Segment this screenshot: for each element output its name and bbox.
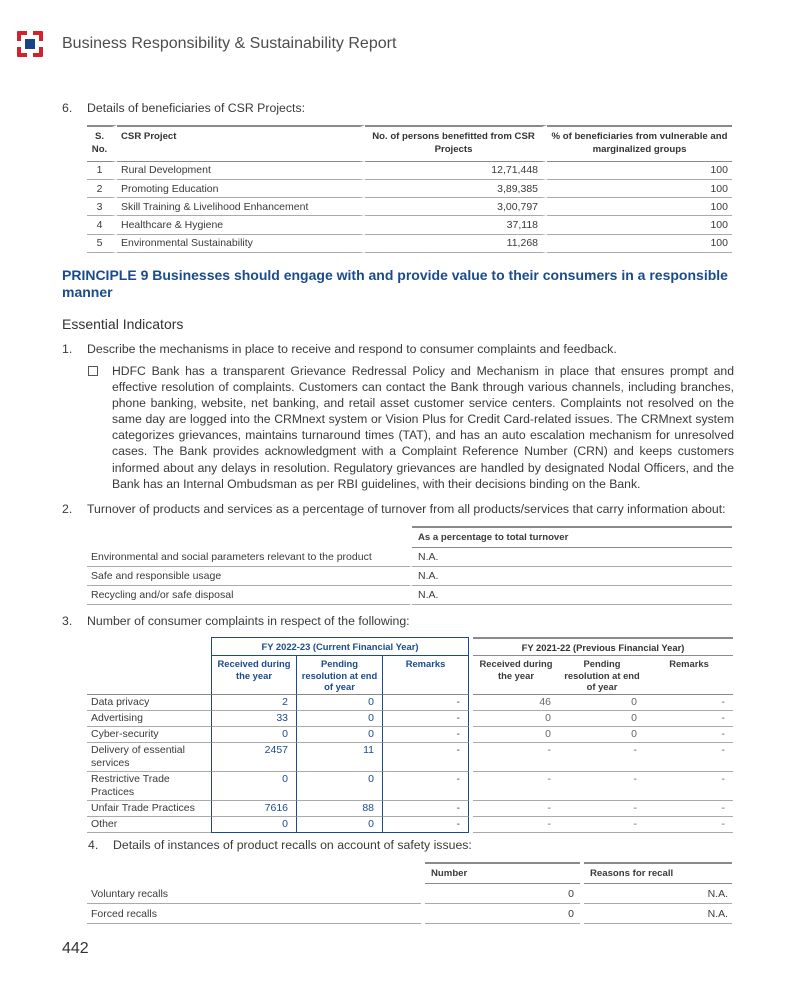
table-row: Safe and responsible usage N.A. — [87, 567, 732, 586]
grievance-mechanism-paragraph: HDFC Bank has a transparent Grievance Redressal Policy and Mechanism in place that ensures prompt and effective resolution of complaints. Customers can contact the Bank through various channels, including branches, phone banking, website, net banking, and retail asset customer service centers. Complaints not resolved on the same day are logged into the CRMnext system or Vision Plus for Credit Card-related issues. The CRMnext system categorizes grievances, maintains turnaround times (TAT), and has an auto escalation mechanism for unresolved cases. The Bank provides acknowledgment with a Complaint Reference Number (CRN) and keeps customers informed about any delays in resolution. Regulatory grievances are handled by designated Nodal Officers, and the Bank has an Internal Ombudsman as per RBI guidelines, with their decisions binding on the Bank. — [88, 363, 734, 492]
csr-beneficiaries-table — [87, 125, 732, 253]
table-row: Recycling and/or safe disposal N.A. — [87, 586, 732, 605]
col-vulnerable-pct: % of beneficiaries from vulnerable and marginalized groups — [547, 125, 732, 162]
col-persons-benefitted: No. of persons benefitted from CSR Projects — [365, 125, 547, 162]
table-row: Unfair Trade Practices 7616 88 - - - - — [87, 801, 733, 817]
table-row: Cyber-security 0 0 - 0 0 - — [87, 727, 733, 743]
fy-current-header: FY 2022-23 (Current Financial Year) — [211, 637, 469, 656]
col-sno: S. No. — [87, 125, 117, 162]
col-percentage-turnover: As a percentage to total turnover — [412, 526, 732, 548]
table-row: Other 0 0 - - - - — [87, 817, 733, 833]
col-reasons: Reasons for recall — [584, 862, 732, 884]
col-number: Number — [425, 862, 580, 884]
table-row: Advertising 33 0 - 0 0 - — [87, 711, 733, 727]
col-csr-project: CSR Project — [117, 125, 365, 162]
report-title: Business Responsibility & Sustainability Report — [62, 35, 397, 52]
essential-indicators-heading: Essential Indicators — [62, 316, 184, 332]
table-row: Forced recalls 0 N.A. — [87, 904, 732, 924]
principle-9-heading: PRINCIPLE 9 Businesses should engage with and provide value to their consumers in a responsible manner — [62, 267, 728, 300]
page-number: 442 — [62, 940, 89, 957]
table-row: 1 Rural Development 12,71,448 100 — [87, 162, 732, 180]
table-row: 2 Promoting Education 3,89,385 100 — [87, 180, 732, 198]
fy-previous-header: FY 2021-22 (Previous Financial Year) — [473, 637, 733, 656]
table-row: 4 Healthcare & Hygiene 37,118 100 — [87, 216, 732, 234]
table-row: Data privacy 2 0 - 46 0 - — [87, 695, 733, 711]
table-row: 5 Environmental Sustainability 11,268 100 — [87, 235, 732, 253]
table-row: Delivery of essential services 2457 11 - - - - — [87, 743, 733, 772]
table-row: Voluntary recalls 0 N.A. — [87, 884, 732, 904]
table-row: 3 Skill Training & Livelihood Enhancement 3,00,797 100 — [87, 198, 732, 216]
page-header — [17, 30, 396, 58]
hdfc-logo — [17, 31, 43, 57]
table-row: Restrictive Trade Practices 0 0 - - - - — [87, 772, 733, 801]
table-row: Environmental and social parameters relevant to the product N.A. — [87, 548, 732, 567]
checkbox-bullet-icon — [88, 366, 98, 376]
product-recalls-table — [87, 862, 732, 924]
consumer-complaints-table: FY 2022-23 (Current Financial Year) FY 2021-22 (Previous Financial Year) Received during the year Pending resolution at end of year Remarks Received during the year Pending resolution at end of year Remarks Data privacy 2 0 - 46 0 - Advertising 33 0 - 0 0 - Cyber-security 0 0 - 0 0 - Delivery of essential services 2457 11 - - - - Restrictive Trade Practices 0 0 - - - - Unfair Trade Practices 7616 88 - - - - Other 0 0 - - - - — [87, 637, 733, 833]
turnover-table — [87, 526, 732, 605]
